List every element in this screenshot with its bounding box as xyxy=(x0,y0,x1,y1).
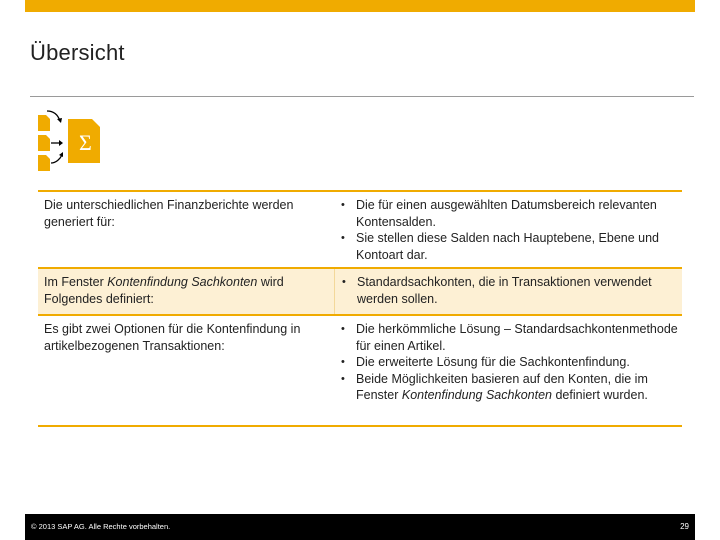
page-number: 29 xyxy=(680,522,689,531)
top-accent-bar xyxy=(25,0,695,12)
bullet-item: • Beide Möglichkeiten basieren auf den Konten, die im Fenster Kontenfindung Sachkonten definiert wurden. xyxy=(336,371,678,404)
table-row xyxy=(38,267,682,314)
window-name: Kontenfindung Sachkonten xyxy=(401,388,552,402)
content-table xyxy=(38,190,682,427)
row-label: Die unterschiedlichen Finanzberichte werden generiert für: xyxy=(44,198,294,229)
copyright-notice: © 2013 SAP AG. Alle Rechte vorbehalten. xyxy=(31,522,171,531)
row-label: Es gibt zwei Optionen für die Kontenfindung in artikelbezogenen Transaktionen: xyxy=(44,322,301,353)
bullet-item: • Die erweiterte Lösung für die Sachkontenfindung. xyxy=(336,354,678,371)
row-bullets xyxy=(334,316,682,425)
bullet-item: • Sie stellen diese Salden nach Hauptebene, Ebene und Kontoart dar. xyxy=(336,230,678,263)
footer-bar xyxy=(25,514,695,540)
bullet-item: • Die herkömmliche Lösung – Standardsachkontenmethode für einen Artikel. xyxy=(336,321,678,354)
table-row xyxy=(38,314,682,427)
window-name: Kontenfindung Sachkonten xyxy=(107,275,258,289)
document-sum-icon xyxy=(36,105,108,173)
row-bullets xyxy=(334,192,682,267)
svg-text:Σ: Σ xyxy=(79,130,92,155)
row-bullets xyxy=(334,269,682,314)
title-divider xyxy=(30,96,694,97)
bullet-item: • Standardsachkonten, die in Transaktionen verwendet werden sollen. xyxy=(337,274,678,307)
row-label: Im Fenster Kontenfindung Sachkonten wird Folgendes definiert: xyxy=(44,275,284,306)
bullet-item: • Die für einen ausgewählten Datumsbereich relevanten Kontensalden. xyxy=(336,197,678,230)
page-title: Übersicht xyxy=(30,40,125,65)
table-row xyxy=(38,190,682,267)
